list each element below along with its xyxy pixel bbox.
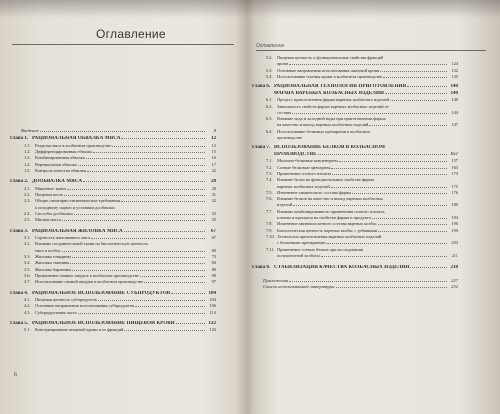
leader-dots <box>318 154 447 155</box>
entry-number: 5.1. <box>24 327 31 333</box>
entry-title: Дифференцированная обвалка <box>35 149 92 155</box>
entry-title: полукопченой колбасы <box>277 252 320 258</box>
toc-entry <box>266 61 458 66</box>
leader-dots <box>112 146 205 147</box>
toc-chapter-entry <box>252 91 458 96</box>
leader-dots <box>336 287 447 288</box>
entry-title: Жиловка свинины <box>35 260 70 266</box>
entry-title: Пищевая ценность и функциональные свойства фракций <box>277 55 384 60</box>
right-page <box>252 0 500 414</box>
leader-dots <box>378 231 447 232</box>
leader-dots <box>70 263 205 264</box>
entry-title: крови <box>277 61 288 67</box>
entry-number: 6.4. <box>266 128 273 134</box>
entry-title: Изменение аминокислотного состава вареных колбас <box>277 221 377 227</box>
entry-number: Глава 3. <box>10 228 29 234</box>
entry-title: мяса и колбас <box>35 247 61 253</box>
toc-entry <box>266 215 458 220</box>
toc-entry <box>24 205 216 210</box>
entry-page: 84 <box>211 260 216 266</box>
entry-number: 7.11. <box>266 246 275 252</box>
entry-title: Основные направления использования пищевой крови <box>277 67 380 73</box>
toc-entry <box>266 116 458 121</box>
toc-entry <box>24 186 216 191</box>
entry-title: Введение <box>21 128 39 133</box>
entry-number: 7.2. <box>266 164 273 170</box>
leader-dots <box>78 165 205 166</box>
entry-title: Использование белковых препаратов в колбасном <box>277 128 370 134</box>
toc-entry <box>24 267 216 272</box>
leader-dots <box>121 201 205 202</box>
entry-number: Глава 4. <box>10 290 29 296</box>
toc-chapter-entry <box>252 265 458 270</box>
entry-number: 1.5. <box>24 168 31 173</box>
toc-entry <box>24 155 216 160</box>
leader-dots <box>135 306 205 307</box>
entry-title: Жиловка говядины <box>35 254 71 259</box>
leader-dots <box>78 313 205 314</box>
entry-title: Субпродуктовая паста <box>35 309 77 315</box>
toc-entry <box>266 158 458 163</box>
toc-entry <box>266 228 458 233</box>
entry-title: РАЦИОНАЛЬНАЯ ЖИЛОВКА МЯСА <box>32 228 123 234</box>
leader-dots <box>176 323 205 324</box>
entry-title: Мякотные ткани <box>35 185 66 191</box>
entry-title: плазмы и крахмала на свойства фарша и продукта <box>277 215 371 220</box>
leader-dots <box>331 168 447 169</box>
entry-title: Соевые белковые препараты <box>277 164 331 170</box>
entry-number: 5.3. <box>266 67 273 73</box>
leader-dots <box>86 158 205 159</box>
entry-number: Глава 8. <box>252 265 271 271</box>
entry-page: 232 <box>451 283 458 289</box>
entry-number: 1.4. <box>24 161 31 167</box>
leader-dots <box>383 77 447 78</box>
entry-page: 140 <box>450 90 458 96</box>
toc-entry <box>266 247 458 252</box>
toc-entry <box>266 97 458 102</box>
leader-dots <box>378 224 447 225</box>
toc-entry <box>24 297 216 302</box>
leader-dots <box>171 293 205 294</box>
entry-title: РАЦИОНАЛЬНАЯ ОБВАЛКА МЯСА <box>32 136 121 142</box>
toc-chapter-entry <box>10 179 216 184</box>
leader-dots <box>124 231 205 232</box>
toc-entry <box>24 217 216 222</box>
toc-entry <box>266 165 458 170</box>
entry-title: Применение соевых белков при исследовании <box>277 246 364 252</box>
toc-entry <box>24 211 216 216</box>
toc-entry <box>266 202 458 207</box>
entry-title: Биологическая ценность вареных колбас с добавками <box>277 227 378 233</box>
entry-title: СТАБИЛИЗАЦИЯ КАЧЕСТВА КОЛБАСНЫХ ИЗДЕЛИЙ <box>274 265 410 271</box>
toc-entry <box>266 135 458 140</box>
entry-page: 28 <box>211 179 216 185</box>
entry-number: 6.1. <box>266 97 273 103</box>
toc-entry <box>266 253 458 258</box>
entry-title: Консервирование пищевой крови и ее фракций <box>35 327 124 333</box>
entry-number: 7.1. <box>266 158 273 164</box>
leader-dots <box>380 71 447 72</box>
entry-title: изделий <box>277 202 293 208</box>
leader-dots <box>410 267 447 268</box>
toc-entry <box>266 240 458 245</box>
entry-title: на качество и выход вареных колбасных изделий <box>277 122 369 128</box>
toc-entry <box>24 149 216 154</box>
leader-dots <box>72 270 205 271</box>
entry-page: 132 <box>451 67 458 73</box>
leader-dots <box>40 131 205 132</box>
entry-number: 2.2. <box>24 192 31 198</box>
entry-page: 67 <box>211 228 216 234</box>
entry-page: 68 <box>211 247 216 253</box>
entry-title: Общие санитарно-гигиенические требования <box>35 198 120 204</box>
leader-dots <box>98 300 205 301</box>
entry-title: Пищевая кость <box>35 192 64 198</box>
entry-title: Изменение химического состава фарша <box>277 189 352 195</box>
entry-title: Основные направления использования субпродуктов <box>35 303 134 309</box>
toc-entry <box>24 310 216 315</box>
entry-page: 157 <box>450 151 458 157</box>
page-number: 6 <box>14 372 17 378</box>
entry-page: 140 <box>450 84 458 90</box>
toc-chapter-entry <box>10 291 216 296</box>
entry-title: Контроль качества обвалки <box>35 168 86 173</box>
entry-page: 104 <box>208 290 216 296</box>
entry-number: 3.4. <box>24 260 31 266</box>
leader-dots <box>321 256 447 257</box>
leader-dots <box>62 251 205 252</box>
entry-number: 2.1. <box>24 185 31 191</box>
entry-number: 3.3. <box>24 254 31 259</box>
entry-number: Глава 7. <box>252 145 271 151</box>
entry-number: 3.1. <box>24 235 31 241</box>
toc-entry <box>252 278 458 283</box>
entry-number: 7.7. <box>266 208 273 214</box>
leader-dots <box>64 195 205 196</box>
leader-dots <box>289 64 447 65</box>
entry-title: Список использованной литературы <box>263 283 335 289</box>
toc-chapter-entry <box>252 145 458 150</box>
toc-entry <box>266 68 458 73</box>
leader-dots <box>87 171 205 172</box>
entry-title: Мясная масса <box>35 217 61 223</box>
entry-title: Молочно-белковые концентраты <box>277 158 338 164</box>
toc-entry <box>24 198 216 203</box>
entry-title: Приложения <box>263 277 289 283</box>
entry-number: 7.5. <box>266 189 273 195</box>
entry-number: Глава 2. <box>10 179 29 185</box>
entry-number: 7.6. <box>266 196 273 202</box>
entry-number: 1.2. <box>24 149 31 155</box>
toc-entry <box>266 190 458 195</box>
entry-title: РАЦИОНАЛЬНАЯ ТЕХНОЛОГИЯ ПРИГОТОВЛЕНИЯ <box>274 84 407 90</box>
entry-number: 4.3. <box>24 309 31 315</box>
entry-number: 6.3. <box>266 116 273 122</box>
entry-title: производстве <box>277 135 303 140</box>
entry-page: 175 <box>451 183 458 189</box>
running-head-rule <box>256 50 486 51</box>
running-head: Оглавление <box>256 43 285 49</box>
leader-dots <box>91 238 205 239</box>
entry-number: 7.4. <box>266 177 273 183</box>
toc-entry <box>266 177 458 182</box>
entry-number: 3.5. <box>24 266 31 272</box>
leader-dots <box>124 330 205 331</box>
entry-page: 104 <box>209 297 216 302</box>
entry-page: 35 <box>211 217 216 223</box>
entry-title: Сортность жилованного мяса <box>35 235 91 241</box>
entry-page: 144 <box>451 109 458 115</box>
leader-dots <box>72 257 205 258</box>
entry-title: Применение свиных шкурок в колбасном производстве <box>35 272 139 278</box>
entry-number: 7.8. <box>266 221 273 227</box>
toc-chapter-entry <box>252 152 458 157</box>
entry-page: 123 <box>209 327 216 333</box>
entry-page: 73 <box>211 254 216 259</box>
entry-number: 7.9. <box>266 227 273 233</box>
toc-entry <box>24 143 216 148</box>
entry-number: 6.2. <box>266 103 273 109</box>
toc-entry <box>266 221 458 226</box>
entry-page: 8 <box>213 128 216 133</box>
entry-page: 33 <box>211 211 216 216</box>
entry-number: 7.3. <box>266 170 273 176</box>
entry-page: 135 <box>451 73 458 79</box>
leader-dots <box>140 276 205 277</box>
entry-page: 31 <box>211 192 216 198</box>
leader-dots <box>74 214 205 215</box>
toc-entry <box>24 192 216 197</box>
entry-page: 22 <box>211 168 216 173</box>
entry-number: 3.7. <box>24 279 31 285</box>
entry-title: Применение соевого изолята <box>277 170 332 176</box>
toc-entry <box>266 184 458 189</box>
entry-title: ДООБВАЛКА МЯСА <box>32 179 83 185</box>
entry-page: 114 <box>209 309 216 315</box>
entry-number: Глава 1. <box>10 136 29 142</box>
entry-title: Жиловка баранины <box>35 266 72 272</box>
entry-number: 5.2. <box>266 55 273 60</box>
entry-number: 2.5. <box>24 217 31 223</box>
entry-title: Влияние белков на качество и выход вареных колбасных <box>277 196 383 202</box>
toc-entry <box>24 168 216 173</box>
entry-page: 140 <box>451 97 458 103</box>
entry-page: 218 <box>450 265 458 271</box>
toc-entry <box>24 303 216 308</box>
entry-page: 203 <box>451 240 458 246</box>
entry-title: Использование плазмы крови в колбасном производстве <box>277 73 383 79</box>
leader-dots <box>292 113 447 114</box>
toc-entry <box>266 196 458 201</box>
entry-page: 67 <box>211 235 216 241</box>
toc-entry <box>24 235 216 240</box>
toc-chapter-entry <box>10 321 216 326</box>
leader-dots <box>407 86 447 87</box>
toc-entry <box>24 254 216 259</box>
leader-dots <box>83 181 205 182</box>
entry-title: Технология приготовления вареных колбасных изделий <box>277 233 382 239</box>
entry-title: РАЦИОНАЛЬНОЕ ИСПОЛЬЗОВАНИЕ СУБПРОДУКТОВ <box>32 290 171 296</box>
leader-dots <box>121 138 205 139</box>
page-title: Оглавление <box>96 27 166 41</box>
entry-page: 157 <box>451 158 458 164</box>
entry-page: 180 <box>451 202 458 208</box>
entry-number: 3.6. <box>24 272 31 278</box>
entry-page: 17 <box>211 161 216 167</box>
entry-page: 199 <box>451 227 458 233</box>
entry-number: Глава 6. <box>252 84 271 90</box>
toc-chapter-entry <box>10 229 216 234</box>
entry-number: 4.1. <box>24 297 31 302</box>
entry-page: 90 <box>211 272 216 278</box>
toc-entry <box>24 327 216 332</box>
toc-entry <box>10 128 216 133</box>
leader-dots <box>289 281 447 282</box>
leader-dots <box>331 187 447 188</box>
entry-number: 4.2. <box>24 303 31 309</box>
entry-title: Способы дообвалки <box>35 211 73 216</box>
toc-chapter-entry <box>252 84 458 89</box>
entry-title: к исходному сырью и условиям дообвалки <box>35 204 115 210</box>
toc-entry <box>266 129 458 134</box>
entry-page: 106 <box>209 303 216 309</box>
entry-number: 2.3. <box>24 198 31 204</box>
entry-number: Глава 5. <box>10 320 29 326</box>
leader-dots <box>385 93 447 94</box>
entry-page: 147 <box>451 122 458 128</box>
toc-entry <box>252 284 458 289</box>
toc-entry <box>266 122 458 127</box>
entry-title: Пищевая ценность субпродуктов <box>35 297 97 302</box>
entry-page: 97 <box>211 279 216 285</box>
toc-entry <box>24 279 216 284</box>
leader-dots <box>372 218 447 219</box>
entry-page: 163 <box>451 164 458 170</box>
toc-entry <box>266 234 458 239</box>
toc-chapter-entry <box>10 136 216 141</box>
entry-page: 16 <box>211 155 216 161</box>
toc-entry <box>24 273 216 278</box>
entry-title: состава <box>277 109 292 115</box>
entry-title: Влияние комбинированного применения соевого изолята, <box>277 208 386 214</box>
toc-entry <box>266 55 458 60</box>
entry-page: 15 <box>211 149 216 155</box>
toc-entry <box>266 104 458 109</box>
entry-page: 176 <box>451 189 458 195</box>
leader-dots <box>369 125 447 126</box>
leader-dots <box>352 193 447 194</box>
entry-page: 32 <box>211 198 216 204</box>
leader-dots <box>293 205 447 206</box>
entry-page: 28 <box>211 185 216 191</box>
entry-page: 227 <box>451 277 458 283</box>
entry-page: 89 <box>211 266 216 272</box>
entry-title: Влияние льда и холодной воды при приготовлении фарша <box>277 116 386 122</box>
entry-number: 5.4. <box>266 73 273 79</box>
entry-page: 196 <box>451 221 458 227</box>
entry-title: вареных колбасных изделий <box>277 183 330 189</box>
entry-page: 211 <box>451 252 458 258</box>
entry-number: 3.2. <box>24 241 31 247</box>
entry-title: Процесс приготовления фарша вареных колбасных изделий <box>277 97 389 103</box>
entry-title: РАЦИОНАЛЬНОЕ ИСПОЛЬЗОВАНИЕ ПИЩЕВОЙ КРОВИ <box>32 320 175 326</box>
toc-entry <box>266 209 458 214</box>
entry-title: Вертикальная обвалка <box>35 161 77 167</box>
toc-entry <box>24 260 216 265</box>
leader-dots <box>144 282 205 283</box>
toc-entry <box>266 110 458 115</box>
leader-dots <box>93 152 205 153</box>
toc-entry <box>266 171 458 176</box>
entry-title: Комбинированная обвалка <box>35 155 85 161</box>
entry-title: Использование свиной шкурки в колбасном производстве <box>35 279 144 285</box>
title-rule <box>12 44 234 45</box>
leader-dots <box>62 220 205 221</box>
entry-page: 12 <box>211 142 216 148</box>
entry-title: Влияние соединительной ткани на биологическую ценность <box>35 241 149 247</box>
entry-number: 1.1. <box>24 142 31 148</box>
entry-number: 2.4. <box>24 211 31 216</box>
toc-entry <box>24 241 216 246</box>
entry-title: ИСПОЛЬЗОВАНИЕ БЕЛКОВ В КОЛБАСНОМ <box>274 145 386 151</box>
entry-page: 12 <box>211 136 216 142</box>
entry-number: 7.10. <box>266 233 275 239</box>
entry-title: Зависимость свойств фарша вареных колбасных изделий от <box>277 103 389 109</box>
leader-dots <box>327 243 447 244</box>
leader-dots <box>390 100 447 101</box>
entry-title: ФАРША ВАРЕНЫХ КОЛБАСНЫХ ИЗДЕЛИЙ <box>274 90 384 96</box>
left-page <box>0 0 248 414</box>
leader-dots <box>332 174 447 175</box>
entry-title: Влияние белка на функциональные свойства фарша <box>277 177 375 183</box>
toc-entry <box>24 162 216 167</box>
entry-page: 173 <box>451 170 458 176</box>
toc-entry <box>24 248 216 253</box>
leader-dots <box>339 161 447 162</box>
entry-page: 122 <box>208 320 216 326</box>
entry-title: Разделка мяса в колбасном производстве <box>35 142 112 148</box>
leader-dots <box>67 189 205 190</box>
entry-title: ПРОИЗВОДСТВЕ <box>274 151 317 157</box>
entry-page: 194 <box>451 215 458 220</box>
entry-title: с белковыми препаратами <box>277 240 326 246</box>
entry-number: 1.3. <box>24 155 31 161</box>
entry-page: 124 <box>451 61 458 67</box>
toc-entry <box>266 74 458 79</box>
